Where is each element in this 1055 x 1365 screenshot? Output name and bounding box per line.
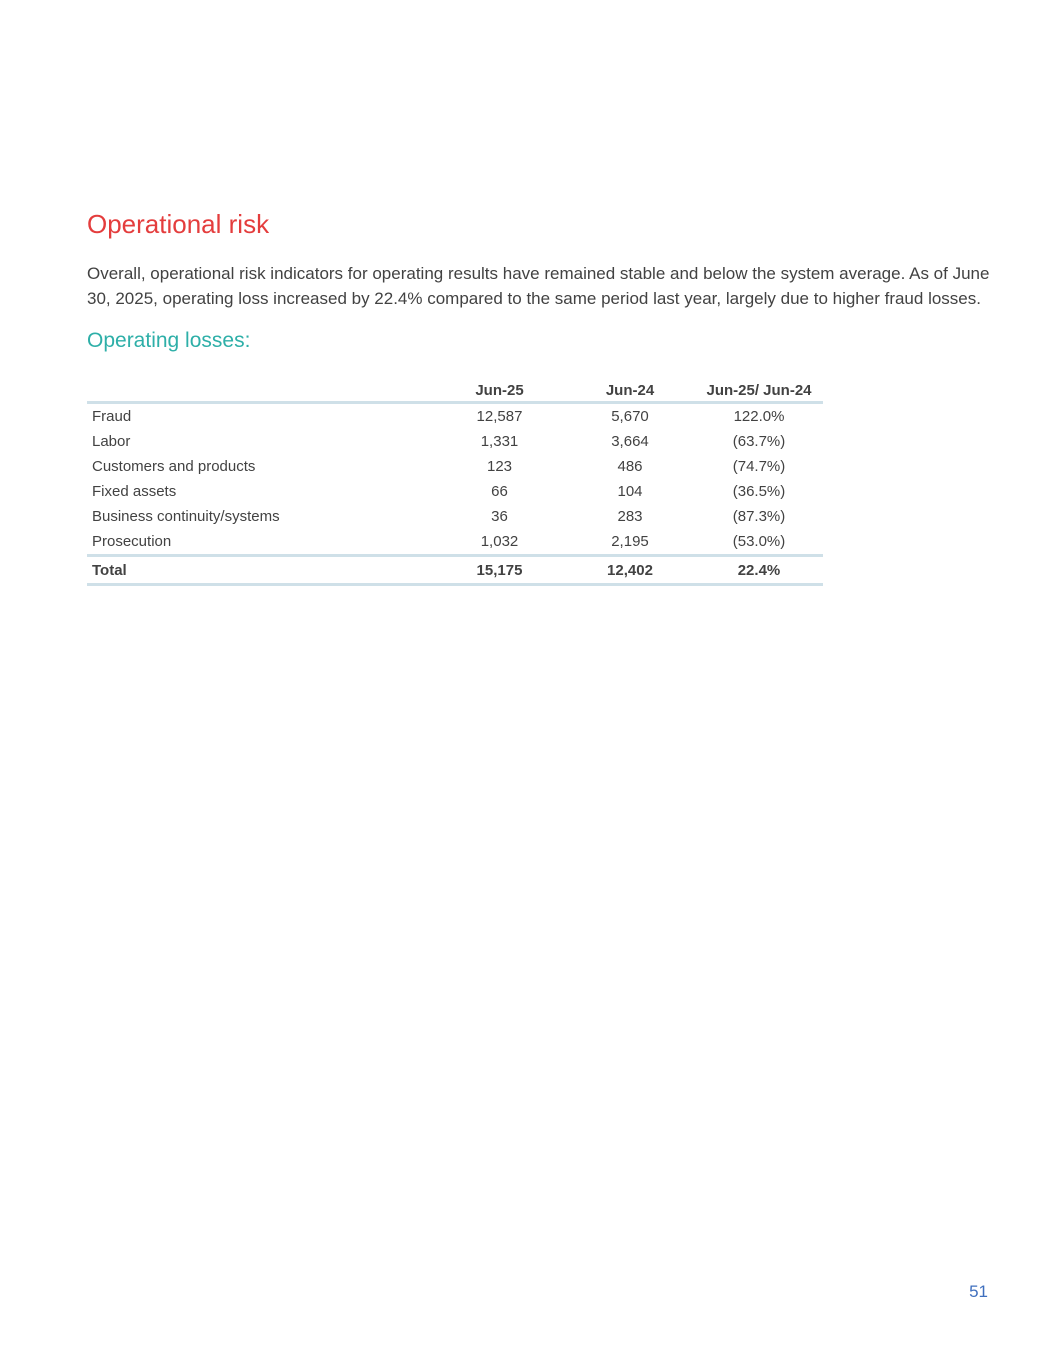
table-header-row — [87, 380, 823, 404]
row-value: 5,670 — [611, 408, 649, 425]
row-label: Labor — [92, 433, 131, 450]
section-paragraph: Overall, operational risk indicators for operating results have remained stable and below the system average. As of June 30, 2025, operating loss increased by 22.4% compared to the same period last year, largely due to higher fraud losses. — [87, 264, 990, 308]
table-row — [87, 404, 823, 429]
row-value: 122.0% — [733, 408, 785, 425]
row-value: 66 — [491, 483, 508, 500]
row-value: 486 — [617, 458, 643, 475]
row-value: 123 — [486, 458, 513, 475]
table-row — [87, 454, 823, 479]
row-value: 36 — [491, 508, 508, 525]
row-value: 12,587 — [476, 408, 523, 425]
operating-losses-table — [87, 380, 823, 586]
subsection-title: Operating losses: — [87, 329, 251, 352]
row-value: (87.3%) — [732, 508, 786, 525]
table-row — [87, 479, 823, 504]
total-value: 22.4% — [737, 561, 781, 579]
table-row — [87, 429, 823, 454]
header-cell-jun25: Jun-25 — [475, 382, 524, 399]
row-value: 3,664 — [611, 433, 649, 450]
row-label: Prosecution — [92, 533, 172, 550]
table-total-row — [87, 554, 823, 586]
page-content — [87, 210, 992, 586]
row-value: (53.0%) — [732, 533, 786, 550]
row-value: (74.7%) — [732, 458, 786, 475]
header-cell-jun24: Jun-24 — [605, 382, 655, 399]
row-label: Fixed assets — [92, 483, 177, 500]
page-number: 51 — [969, 1282, 988, 1301]
header-cell-variation: Jun-25/ Jun-24 — [706, 382, 812, 399]
section-title: Operational risk — [87, 209, 270, 239]
row-value: (63.7%) — [732, 433, 786, 450]
row-value: 2,195 — [611, 533, 649, 550]
row-label: Business continuity/systems — [92, 508, 280, 525]
row-value: (36.5%) — [732, 483, 786, 500]
row-value: 1,032 — [480, 533, 519, 550]
total-label: Total — [92, 561, 127, 579]
total-value: 12,402 — [607, 561, 653, 579]
row-label: Customers and products — [92, 458, 256, 475]
table-row — [87, 529, 823, 554]
total-value: 15,175 — [476, 561, 523, 579]
row-value: 1,331 — [480, 433, 519, 450]
row-value: 104 — [617, 483, 643, 500]
row-label: Fraud — [92, 408, 132, 425]
row-value: 283 — [617, 508, 643, 525]
table-row — [87, 504, 823, 529]
